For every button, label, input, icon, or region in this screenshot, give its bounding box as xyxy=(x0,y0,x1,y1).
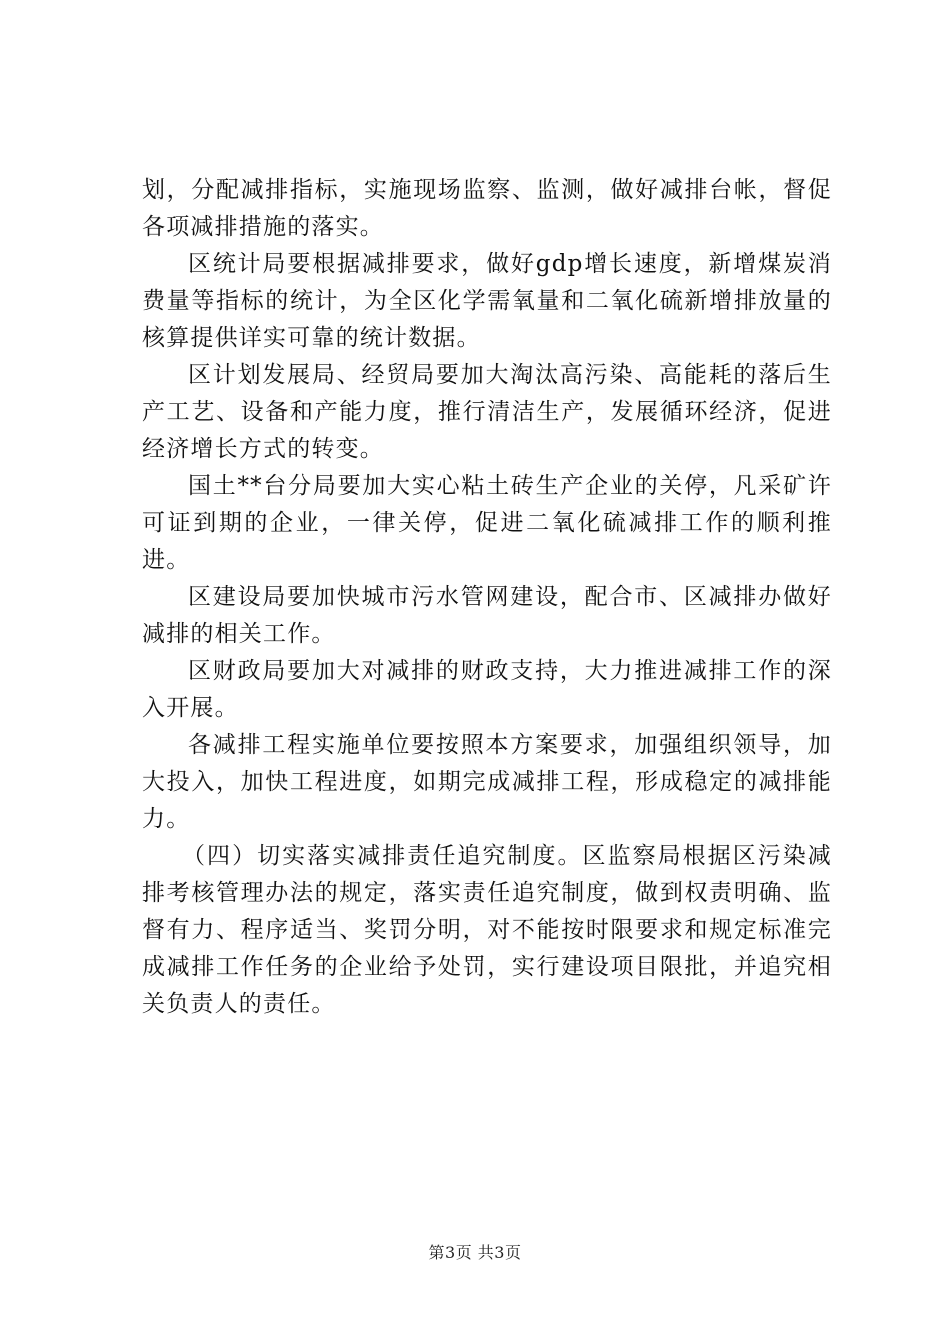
document-body xyxy=(142,172,832,1023)
paragraph-7: 各减排工程实施单位要按照本方案要求，加强组织领导，加大投入，加快工程进度，如期完成减排工程，形成稳定的减排能力。 xyxy=(142,732,832,832)
paragraph-8: （四）切实落实减排责任追究制度。区监察局根据区污染减排考核管理办法的规定，落实责任追究制度，做到权责明确、监督有力、程序适当、奖罚分明，对不能按时限要求和规定标准完成减排工作任务的企业给予处罚，实行建设项目限批，并追究相关负责人的责任。 xyxy=(142,843,832,1017)
paragraph-4: 国土**台分局要加大实心粘土砖生产企业的关停，凡采矿许可证到期的企业，一律关停，促进二氧化硫减排工作的顺利推进。 xyxy=(142,473,832,573)
page-number-footer: 第3页 共3页 xyxy=(428,1243,522,1262)
paragraph-1: 划，分配减排指标，实施现场监察、监测，做好减排台帐，督促各项减排措施的落实。 xyxy=(142,177,832,240)
paragraph-3: 区计划发展局、经贸局要加大淘汰高污染、高能耗的落后生产工艺、设备和产能力度，推行清洁生产，发展循环经济，促进经济增长方式的转变。 xyxy=(142,362,832,462)
paragraph-6: 区财政局要加大对减排的财政支持，大力推进减排工作的深入开展。 xyxy=(142,658,832,721)
paragraph-5: 区建设局要加快城市污水管网建设，配合市、区减排办做好减排的相关工作。 xyxy=(142,584,832,647)
paragraph-2: 区统计局要根据减排要求，做好gdp增长速度，新增煤炭消费量等指标的统计，为全区化学需氧量和二氧化硫新增排放量的核算提供详实可靠的统计数据。 xyxy=(142,251,832,351)
